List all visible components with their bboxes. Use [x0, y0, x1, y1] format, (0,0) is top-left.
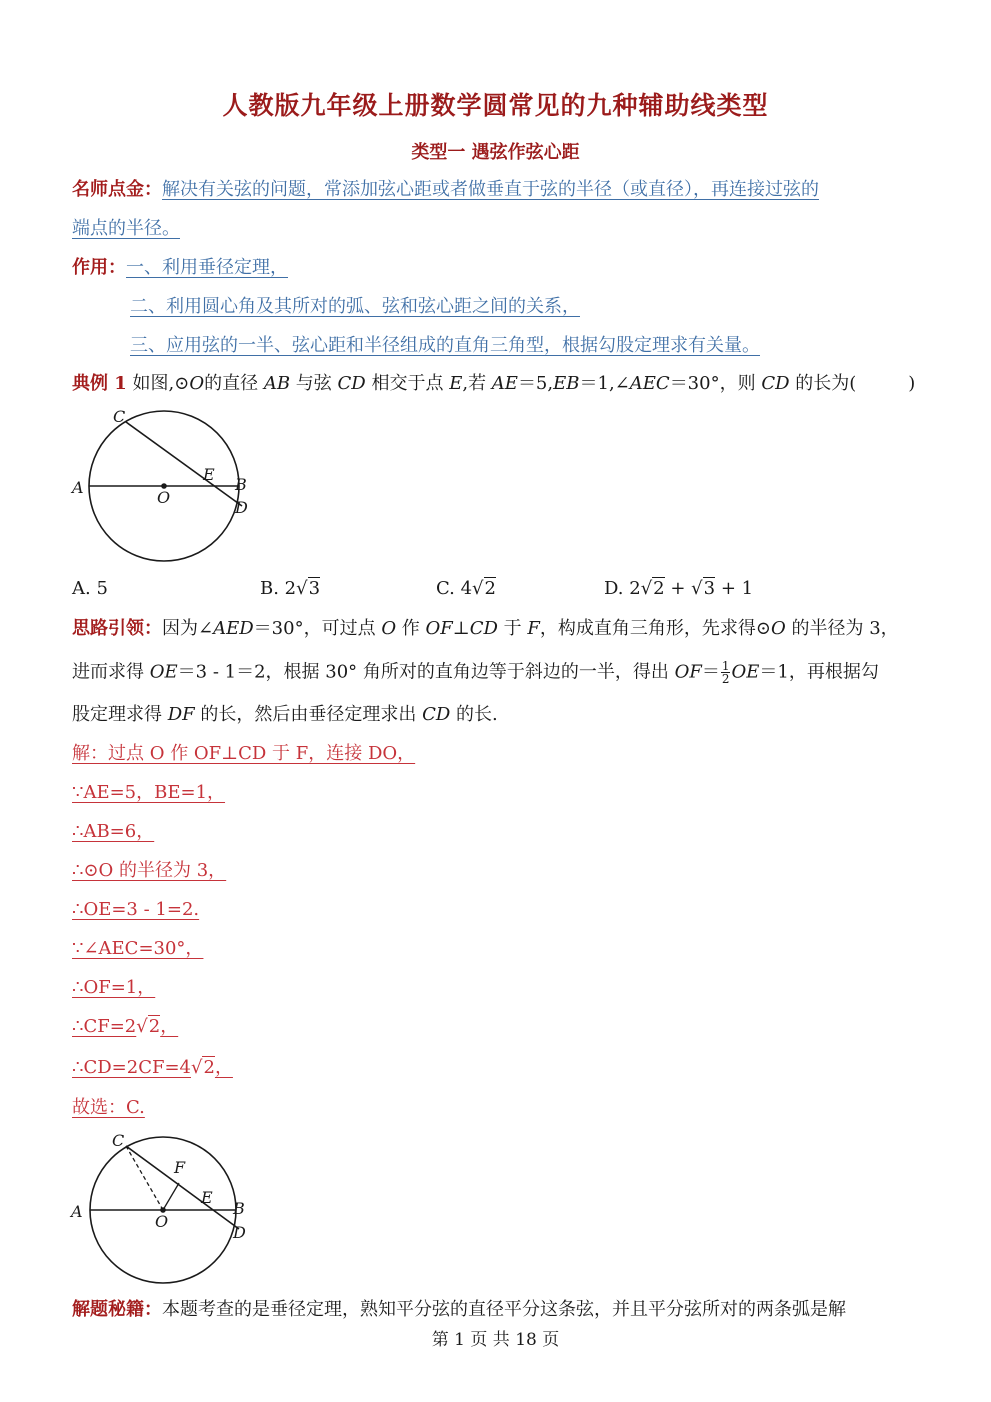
a-text: 的长. [450, 704, 498, 725]
uses-item-2: 二、利用圆心角及其所对的弧、弦和弦心距之间的关系， [130, 296, 580, 317]
fraction-one-half [721, 660, 731, 685]
circle-figure-1 [60, 400, 270, 570]
secret-label: 解题秘籍： [72, 1299, 162, 1320]
q-text: ) [908, 373, 916, 394]
a-text: 因为∠ [162, 618, 214, 639]
q-var: AE [491, 373, 518, 394]
radicand: 3 [703, 578, 716, 599]
a-text: 的半径为 3， [785, 618, 899, 639]
example-label: 典例 1 [72, 373, 127, 394]
radicand: 3 [308, 578, 321, 599]
radicand: 2 [653, 578, 665, 599]
q-var: CD [761, 373, 790, 394]
circle-figure-2 [60, 1126, 270, 1291]
sqrt-symbol: √3 [691, 578, 716, 599]
a-var: CD [422, 704, 451, 725]
solution-step-5: ∴OE=3 - 1=2. [72, 899, 200, 920]
a-var: CD [469, 618, 498, 639]
a-text: 作 [396, 618, 426, 639]
a-text: 股定理求得 [72, 704, 168, 725]
q-var: CD [337, 373, 366, 394]
analysis-line-3 [72, 703, 498, 727]
analysis-label: 思路引领： [72, 618, 162, 639]
uses-line-3 [130, 334, 760, 358]
example-question [72, 372, 915, 396]
s-text: ， [160, 1016, 179, 1037]
q-text: 的直径 [204, 373, 264, 394]
label-a: A [71, 1202, 83, 1221]
fraction-denominator: 2 [721, 672, 730, 686]
label-b: B [235, 475, 247, 494]
fraction-numerator: 1 [721, 659, 730, 673]
uses-line-1 [72, 256, 288, 280]
s-text: ∴CF=2 [72, 1016, 137, 1037]
q-var: EB [553, 373, 580, 394]
sqrt-symbol: √3 [296, 578, 321, 599]
q-text: ,若 [462, 373, 492, 394]
label-d: D [235, 498, 248, 517]
label-c: C [112, 1131, 125, 1150]
q-text: 相交于点 [365, 373, 450, 394]
tips-label: 名师点金： [72, 179, 162, 200]
a-text: 的长，然后由垂径定理求出 [194, 704, 423, 725]
q-text: ＝5, [517, 373, 554, 394]
a-var: O [770, 618, 786, 639]
option-d[interactable] [604, 578, 753, 599]
label-e: E [201, 1188, 213, 1207]
uses-item-1: 一、利用垂径定理， [126, 257, 288, 278]
a-var: OE [149, 661, 178, 683]
q-text: 如图,⊙ [132, 373, 190, 394]
label-b: B [233, 1199, 245, 1218]
label-o: O [157, 488, 171, 507]
a-text: ＝ [701, 661, 720, 683]
option-text: D. 2 [604, 578, 641, 599]
uses-item-3: 三、应用弦的一半、弦心距和半径组成的直角三角型，根据勾股定理求有关量。 [130, 335, 760, 356]
solution-step-6: ∵∠AEC=30°， [72, 938, 204, 959]
option-text: B. 2 [260, 578, 297, 599]
sqrt-symbol: √2 [136, 1016, 161, 1037]
option-a[interactable]: A. 5 [72, 578, 108, 599]
a-text: ⊥ [452, 618, 470, 639]
a-var: OF [674, 661, 702, 683]
solution-step-1: 解：过点 O 作 OF⊥CD 于 F，连接 DO， [72, 743, 416, 764]
a-var: OF [425, 618, 453, 639]
option-text: + [664, 578, 692, 599]
sqrt-symbol: √2 [472, 578, 496, 599]
analysis-line-2 [72, 660, 879, 685]
s-text: ， [214, 1057, 233, 1078]
solution-step-4: ∴⊙O 的半径为 3， [72, 860, 227, 881]
solution-step-7: ∴OF=1， [72, 977, 156, 998]
q-text: 的长为( [789, 373, 857, 394]
a-var: F [527, 618, 540, 639]
q-text: 与弦 [290, 373, 338, 394]
segment-of [163, 1183, 179, 1210]
solution-step-9 [72, 1056, 233, 1080]
option-text: + 1 [715, 578, 754, 599]
solution-answer: 故选：C. [72, 1097, 145, 1118]
section-subtitle: 类型一 遇弦作弦心距 [411, 142, 580, 163]
option-text: C. 4 [436, 578, 473, 599]
label-f: F [174, 1158, 186, 1177]
tips-line-2 [72, 217, 180, 241]
q-var: E [449, 373, 463, 394]
label-d: D [233, 1223, 246, 1242]
q-var: AB [263, 373, 291, 394]
q-text: ＝30°，则 [669, 373, 762, 394]
a-var: DF [167, 704, 195, 725]
solution-step-2: ∵AE=5，BE=1， [72, 782, 226, 803]
secret-text: 本题考查的是垂径定理，熟知平分弦的直径平分这条弦，并且平分弦所对的两条弧是解 [162, 1299, 846, 1320]
s-text: ∴CD=2CF=4 [72, 1057, 191, 1078]
label-c: C [113, 407, 126, 426]
label-a: A [72, 478, 84, 497]
a-var: AED [213, 618, 254, 639]
q-text: ＝1,∠ [579, 373, 630, 394]
q-var: AEC [629, 373, 670, 394]
a-var: OE [731, 661, 760, 683]
a-text: 于 [497, 618, 528, 639]
option-b[interactable] [260, 578, 320, 599]
a-text: ＝3 - 1＝2，根据 30° 角所对的直角边等于斜边的一半，得出 [177, 661, 675, 683]
a-text: ，构成直角三角形，先求得⊙ [539, 618, 771, 639]
uses-line-2 [130, 295, 580, 319]
radicand: 2 [203, 1057, 215, 1078]
label-e: E [203, 465, 215, 484]
secret-line [72, 1298, 846, 1322]
solution-step-3: ∴AB=6， [72, 821, 155, 842]
option-c[interactable] [436, 578, 496, 599]
q-var: O [189, 373, 205, 394]
tips-text-1: 解决有关弦的问题，常添加弦心距或者做垂直于弦的半径（或直径），再连接过弦的 [162, 179, 819, 200]
page-title: 人教版九年级上册数学圆常见的九种辅助线类型 [222, 91, 769, 120]
analysis-line-1 [72, 617, 899, 641]
sqrt-symbol: √2 [191, 1057, 215, 1078]
page-footer: 第 1 页 共 18 页 [431, 1330, 560, 1350]
uses-label: 作用： [72, 257, 126, 278]
a-var: O [381, 618, 397, 639]
a-text: ＝30°，可过点 [253, 618, 382, 639]
sqrt-symbol: √2 [640, 578, 665, 599]
solution-step-8 [72, 1015, 178, 1039]
radius-oc-dashed [126, 1146, 163, 1210]
radicand: 2 [148, 1016, 161, 1037]
tips-text-2: 端点的半径。 [72, 218, 180, 239]
tips-line-1 [72, 178, 819, 202]
a-text: ＝1，再根据勾 [759, 661, 879, 683]
label-o: O [155, 1212, 169, 1231]
radicand: 2 [484, 578, 496, 599]
chord-cd [126, 422, 242, 506]
a-text: 进而求得 [72, 661, 150, 683]
